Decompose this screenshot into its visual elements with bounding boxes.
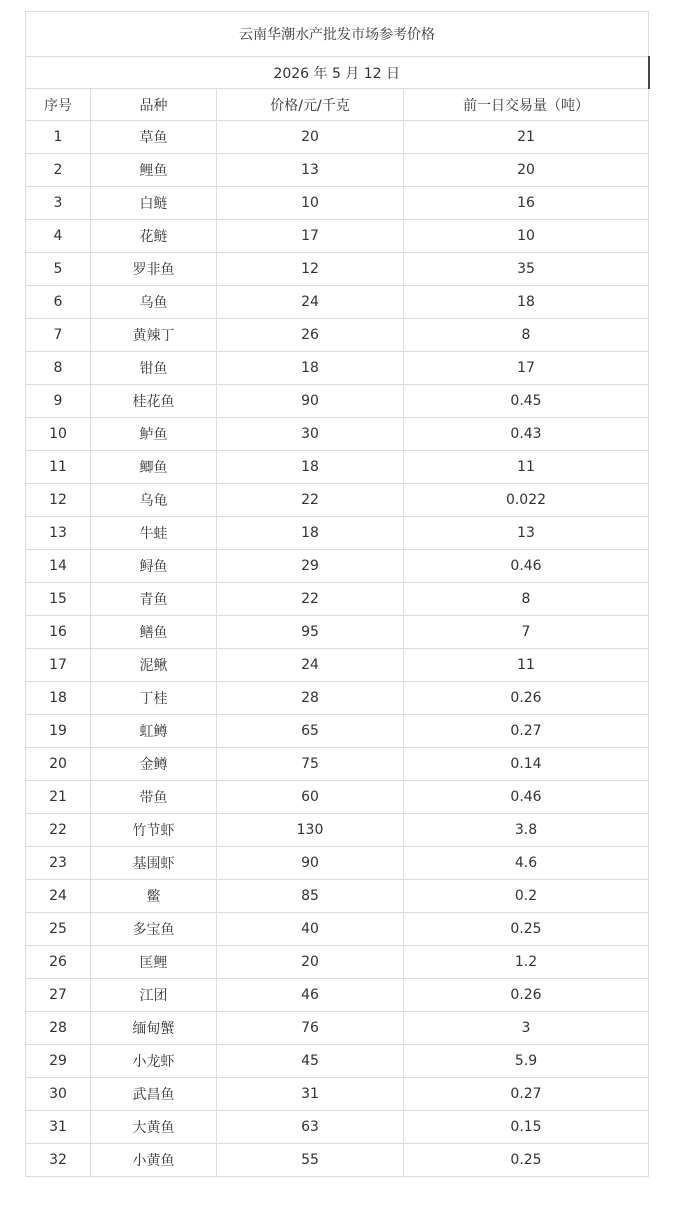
cell-variety: 白鲢 <box>91 187 217 220</box>
cell-volume: 3 <box>404 1012 649 1045</box>
cell-index: 20 <box>26 748 91 781</box>
cell-index: 32 <box>26 1144 91 1177</box>
table-date-row <box>26 57 649 89</box>
cell-volume: 1.2 <box>404 946 649 979</box>
cell-volume: 11 <box>404 649 649 682</box>
cell-price: 26 <box>217 319 404 352</box>
cell-index: 11 <box>26 451 91 484</box>
cell-index: 9 <box>26 385 91 418</box>
cell-variety: 草鱼 <box>91 121 217 154</box>
cell-price: 17 <box>217 220 404 253</box>
cell-volume: 8 <box>404 319 649 352</box>
cell-price: 20 <box>217 121 404 154</box>
cell-volume: 8 <box>404 583 649 616</box>
cell-variety: 缅甸蟹 <box>91 1012 217 1045</box>
table-row <box>26 517 649 550</box>
table-row <box>26 715 649 748</box>
cell-price: 90 <box>217 385 404 418</box>
price-table-container <box>25 11 648 1177</box>
cell-volume: 0.43 <box>404 418 649 451</box>
table-body <box>26 121 649 1177</box>
cell-volume: 16 <box>404 187 649 220</box>
table-row <box>26 550 649 583</box>
cell-index: 13 <box>26 517 91 550</box>
table-row <box>26 385 649 418</box>
cell-index: 17 <box>26 649 91 682</box>
cell-variety: 花鲢 <box>91 220 217 253</box>
cell-volume: 5.9 <box>404 1045 649 1078</box>
cell-price: 18 <box>217 517 404 550</box>
table-header-row <box>26 89 649 121</box>
cell-price: 10 <box>217 187 404 220</box>
cell-variety: 黄辣丁 <box>91 319 217 352</box>
cell-price: 13 <box>217 154 404 187</box>
cell-volume: 35 <box>404 253 649 286</box>
table-row <box>26 946 649 979</box>
cell-price: 76 <box>217 1012 404 1045</box>
cell-variety: 丁桂 <box>91 682 217 715</box>
cell-price: 40 <box>217 913 404 946</box>
cell-variety: 鲫鱼 <box>91 451 217 484</box>
cell-price: 31 <box>217 1078 404 1111</box>
cell-price: 130 <box>217 814 404 847</box>
cell-index: 16 <box>26 616 91 649</box>
cell-volume: 0.27 <box>404 715 649 748</box>
cell-index: 8 <box>26 352 91 385</box>
cell-index: 19 <box>26 715 91 748</box>
table-row <box>26 616 649 649</box>
table-row <box>26 154 649 187</box>
table-row <box>26 814 649 847</box>
cell-volume: 0.26 <box>404 979 649 1012</box>
cell-price: 65 <box>217 715 404 748</box>
cell-variety: 钳鱼 <box>91 352 217 385</box>
cell-variety: 武昌鱼 <box>91 1078 217 1111</box>
cell-volume: 0.46 <box>404 550 649 583</box>
column-header-variety: 品种 <box>91 89 217 121</box>
cell-index: 3 <box>26 187 91 220</box>
cell-variety: 青鱼 <box>91 583 217 616</box>
cell-price: 18 <box>217 451 404 484</box>
cell-volume: 7 <box>404 616 649 649</box>
table-row <box>26 319 649 352</box>
table-row <box>26 649 649 682</box>
table-row <box>26 781 649 814</box>
cell-volume: 0.022 <box>404 484 649 517</box>
cell-index: 12 <box>26 484 91 517</box>
cell-volume: 0.25 <box>404 1144 649 1177</box>
table-row <box>26 220 649 253</box>
cell-variety: 多宝鱼 <box>91 913 217 946</box>
cell-variety: 桂花鱼 <box>91 385 217 418</box>
column-header-price: 价格/元/千克 <box>217 89 404 121</box>
table-title-row <box>26 12 649 57</box>
cell-variety: 虹鳟 <box>91 715 217 748</box>
table-title: 云南华潮水产批发市场参考价格 <box>26 12 649 57</box>
cell-variety: 小龙虾 <box>91 1045 217 1078</box>
cell-price: 85 <box>217 880 404 913</box>
table-row <box>26 1045 649 1078</box>
cell-index: 30 <box>26 1078 91 1111</box>
cell-index: 25 <box>26 913 91 946</box>
cell-price: 63 <box>217 1111 404 1144</box>
cell-variety: 江团 <box>91 979 217 1012</box>
cell-variety: 匡鲤 <box>91 946 217 979</box>
table-row <box>26 1111 649 1144</box>
cell-index: 14 <box>26 550 91 583</box>
cell-variety: 小黄鱼 <box>91 1144 217 1177</box>
cell-index: 7 <box>26 319 91 352</box>
cell-price: 22 <box>217 583 404 616</box>
table-row <box>26 121 649 154</box>
cell-variety: 鳖 <box>91 880 217 913</box>
cell-volume: 0.2 <box>404 880 649 913</box>
cell-price: 30 <box>217 418 404 451</box>
cell-index: 5 <box>26 253 91 286</box>
cell-price: 28 <box>217 682 404 715</box>
table-row <box>26 682 649 715</box>
table-row <box>26 1144 649 1177</box>
cell-volume: 4.6 <box>404 847 649 880</box>
cell-volume: 21 <box>404 121 649 154</box>
cell-index: 28 <box>26 1012 91 1045</box>
cell-variety: 乌鱼 <box>91 286 217 319</box>
cell-index: 6 <box>26 286 91 319</box>
cell-index: 29 <box>26 1045 91 1078</box>
table-row <box>26 1012 649 1045</box>
table-row <box>26 451 649 484</box>
cell-variety: 竹节虾 <box>91 814 217 847</box>
cell-variety: 鳝鱼 <box>91 616 217 649</box>
cell-price: 95 <box>217 616 404 649</box>
cell-volume: 11 <box>404 451 649 484</box>
table-row <box>26 913 649 946</box>
cell-index: 24 <box>26 880 91 913</box>
cell-price: 46 <box>217 979 404 1012</box>
cell-price: 29 <box>217 550 404 583</box>
cell-index: 2 <box>26 154 91 187</box>
cell-price: 75 <box>217 748 404 781</box>
table-date: 2026 年 5 月 12 日 <box>26 57 649 89</box>
cell-variety: 鲈鱼 <box>91 418 217 451</box>
table-row <box>26 880 649 913</box>
table-row <box>26 1078 649 1111</box>
cell-volume: 18 <box>404 286 649 319</box>
cell-price: 90 <box>217 847 404 880</box>
cell-index: 23 <box>26 847 91 880</box>
cell-volume: 0.45 <box>404 385 649 418</box>
cell-volume: 0.46 <box>404 781 649 814</box>
cell-variety: 基围虾 <box>91 847 217 880</box>
cell-price: 24 <box>217 286 404 319</box>
cell-volume: 0.27 <box>404 1078 649 1111</box>
cell-variety: 鲤鱼 <box>91 154 217 187</box>
cell-variety: 带鱼 <box>91 781 217 814</box>
cell-price: 18 <box>217 352 404 385</box>
cell-variety: 泥鳅 <box>91 649 217 682</box>
cell-index: 4 <box>26 220 91 253</box>
column-header-index: 序号 <box>26 89 91 121</box>
cell-index: 27 <box>26 979 91 1012</box>
cell-price: 55 <box>217 1144 404 1177</box>
table-row <box>26 187 649 220</box>
cell-variety: 金鳟 <box>91 748 217 781</box>
table-row <box>26 253 649 286</box>
cell-volume: 20 <box>404 154 649 187</box>
cell-price: 20 <box>217 946 404 979</box>
cell-price: 24 <box>217 649 404 682</box>
table-row <box>26 748 649 781</box>
table-row <box>26 286 649 319</box>
table-row <box>26 847 649 880</box>
cell-index: 1 <box>26 121 91 154</box>
cell-variety: 罗非鱼 <box>91 253 217 286</box>
price-table <box>25 11 650 1177</box>
cell-volume: 0.26 <box>404 682 649 715</box>
table-row <box>26 979 649 1012</box>
cell-index: 10 <box>26 418 91 451</box>
cell-volume: 13 <box>404 517 649 550</box>
cell-price: 22 <box>217 484 404 517</box>
cell-variety: 大黄鱼 <box>91 1111 217 1144</box>
cell-volume: 0.25 <box>404 913 649 946</box>
cell-index: 18 <box>26 682 91 715</box>
cell-index: 15 <box>26 583 91 616</box>
cell-index: 22 <box>26 814 91 847</box>
table-row <box>26 583 649 616</box>
cell-volume: 17 <box>404 352 649 385</box>
cell-variety: 牛蛙 <box>91 517 217 550</box>
column-header-volume: 前一日交易量（吨） <box>404 89 649 121</box>
cell-index: 31 <box>26 1111 91 1144</box>
cell-volume: 10 <box>404 220 649 253</box>
cell-volume: 0.15 <box>404 1111 649 1144</box>
cell-price: 60 <box>217 781 404 814</box>
cell-price: 12 <box>217 253 404 286</box>
cell-volume: 3.8 <box>404 814 649 847</box>
cell-price: 45 <box>217 1045 404 1078</box>
cell-index: 21 <box>26 781 91 814</box>
table-row <box>26 484 649 517</box>
cell-variety: 乌龟 <box>91 484 217 517</box>
cell-index: 26 <box>26 946 91 979</box>
cell-volume: 0.14 <box>404 748 649 781</box>
table-row <box>26 352 649 385</box>
table-row <box>26 418 649 451</box>
cell-variety: 鲟鱼 <box>91 550 217 583</box>
